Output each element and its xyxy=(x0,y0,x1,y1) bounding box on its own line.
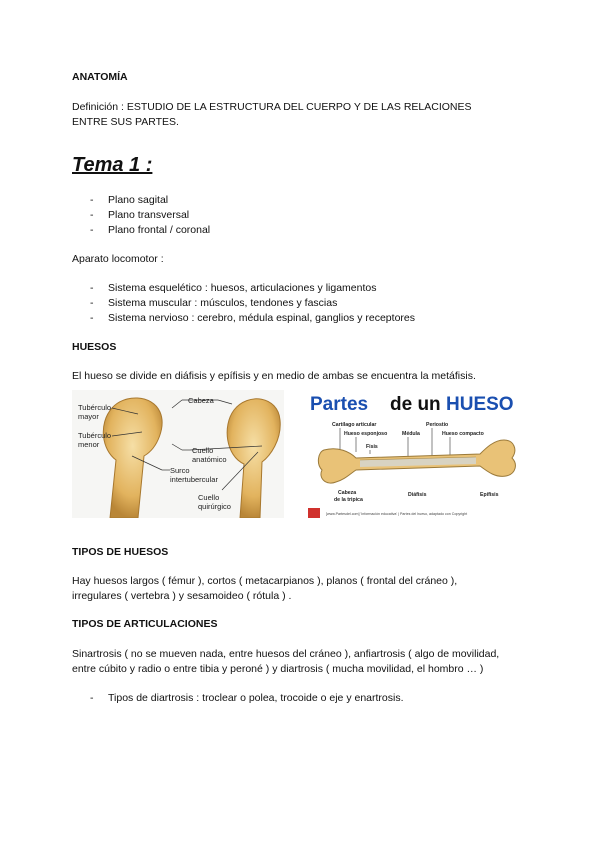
label-surco-2: intertubercular xyxy=(170,475,218,484)
label-cuello-anatomico-2: anatómico xyxy=(192,455,227,464)
tipos-huesos-line-2: irregulares ( vertebra ) y sesamoideo ( rótula ) . xyxy=(72,590,292,602)
label-cartilago: Cartílago articular xyxy=(332,422,377,428)
label-tuberculo-menor: Tubérculo xyxy=(78,431,112,440)
partes-title-a: Partes xyxy=(310,394,369,415)
label-cabeza-bottom-2: de la tripica xyxy=(334,497,363,503)
aparato-label: Aparato locomotor : xyxy=(72,253,164,265)
partes-hueso-image xyxy=(304,388,528,520)
label-cabeza: Cabeza xyxy=(188,396,214,405)
list-item-system: - Sistema nervioso : cerebro, médula espinal, ganglios y receptores xyxy=(90,312,415,324)
label-periostio: Periostio xyxy=(426,422,449,428)
definition-line-2: ENTRE SUS PARTES. xyxy=(72,116,179,128)
huesos-text: El hueso se divide en diáfisis y epífisis y en medio de ambas se encuentra la metáfisis. xyxy=(72,370,476,382)
humerus-image xyxy=(72,390,284,518)
title: ANATOMÍA xyxy=(72,71,128,83)
label-tuberculo-mayor-2: mayor xyxy=(78,412,99,421)
list-item-diartrosis: - Tipos de diartrosis : troclear o polea, trocoide o eje y enartrosis. xyxy=(90,692,404,704)
label-diafisis: Diáfisis xyxy=(408,492,427,498)
label-tuberculo-menor-2: menor xyxy=(78,440,100,449)
list-item-plane: - Plano transversal xyxy=(90,209,190,221)
list-item-system: - Sistema muscular : músculos, tendones y fascias xyxy=(90,297,338,309)
partes-title-c: HUESO xyxy=(446,394,514,415)
tipos-huesos-heading: TIPOS DE HUESOS xyxy=(72,546,169,558)
list-item-system: - Sistema esquelético : huesos, articulaciones y ligamentos xyxy=(90,282,377,294)
label-surco: Surco xyxy=(170,466,190,475)
label-cuello-anatomico: Cuello xyxy=(192,446,214,455)
label-cabeza-bottom: Cabeza xyxy=(338,490,357,496)
list-item-plane: - Plano frontal / coronal xyxy=(90,224,211,236)
label-epifisis: Epífisis xyxy=(480,492,499,498)
tipos-huesos-line-1: Hay huesos largos ( fémur ), cortos ( metacarpianos ), planos ( frontal del cráneo ), xyxy=(72,575,458,587)
label-medula: Médula xyxy=(402,431,420,437)
label-cuello-quirurgico-2: quirúrgico xyxy=(198,502,231,511)
label-hueso-compacto: Hueso compacto xyxy=(442,431,484,437)
partes-footer: [www.Partesdel.com] 'Información educativa' | Partes del hueso, adaptado con Copyright xyxy=(326,512,468,516)
tipos-articulaciones-line-1: Sinartrosis ( no se mueven nada, entre huesos del cráneo ), anfiartrosis ( algo de movilidad, xyxy=(72,648,500,660)
tipos-articulaciones-line-2: entre cúbito y radio o entre tibia y peroné ) y diartrosis ( mucha movilidad, el hombro … ) xyxy=(72,663,484,675)
label-fisis: Fisis xyxy=(366,444,378,450)
tipos-articulaciones-heading: TIPOS DE ARTICULACIONES xyxy=(72,618,218,630)
definition-line-1: Definición : ESTUDIO DE LA ESTRUCTURA DEL CUERPO Y DE LAS RELACIONES xyxy=(72,101,472,113)
huesos-heading: HUESOS xyxy=(72,341,117,353)
label-hueso-esponjoso: Hueso esponjoso xyxy=(344,431,388,437)
label-cuello-quirurgico: Cuello xyxy=(198,493,220,502)
label-tuberculo-mayor: Tubérculo xyxy=(78,403,112,412)
partes-title-b: de un xyxy=(390,394,441,415)
tema-heading: Tema 1 : xyxy=(72,154,153,176)
list-item-plane: - Plano sagital xyxy=(90,194,169,206)
